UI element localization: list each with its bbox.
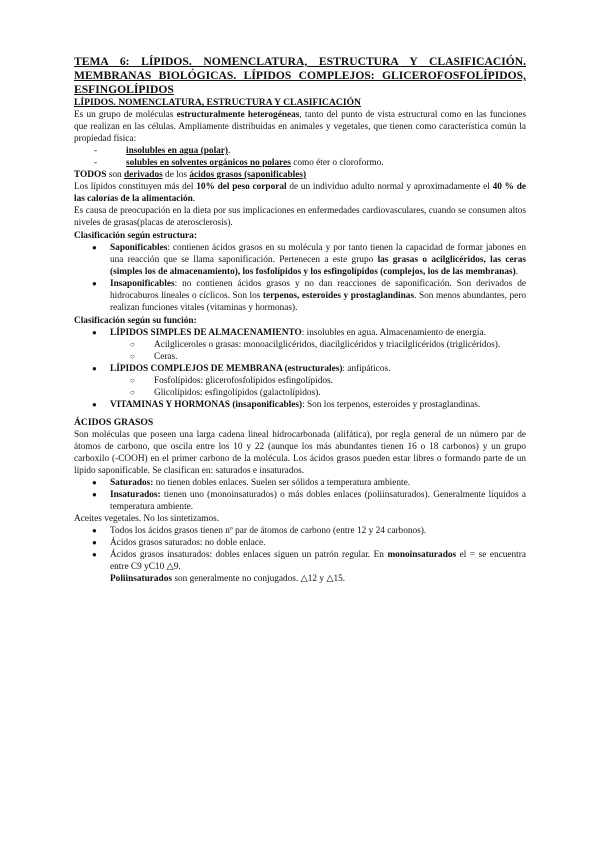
body-paragraph: Los lípidos constituyen más del 10% del peso corporal de un individuo adulto normal y aproximadamente el 40 % de las calorías de la alimentación. <box>74 182 526 204</box>
body-paragraph: Poliinsaturados son generalmente no conjugados. △12 y △15. <box>110 574 346 584</box>
list-item: ○ Ceras. <box>130 351 526 363</box>
body-paragraph: Es causa de preocupación en la dieta por sus implicaciones en enfermedades cardiovasculares, cuando se consumen altos niveles de grasas(placas de aterosclerosis). <box>74 206 526 228</box>
function-heading: Clasificación según su función: <box>74 316 197 326</box>
list-item: ○ Fosfolípidos: glicerofosfolípidos esfingolípidos. <box>130 375 526 387</box>
fatty-acid-type-list <box>92 477 526 513</box>
list-item: ● Insaturados: tienen uno (monoinsaturados) o más dobles enlaces (poliinsaturados). Generalmente líquidos a temperatura ambiente. <box>92 489 526 513</box>
sublist <box>130 339 526 363</box>
list-item: ○ Glicolípidos: esfingolípidos (galactolípidos). <box>130 387 526 399</box>
list-item: ○ Acilgliceroles o grasas: monoacilglicéridos, diacilglicéridos y triacilglicéridos (triglicéridos). <box>130 339 526 351</box>
list-item: - insolubles en agua (polar). <box>94 145 526 157</box>
list-item: ● VITAMINAS Y HORMONAS (insaponificables): Son los terpenos, esteroides y prostaglandinas. <box>92 399 526 411</box>
document-page <box>74 55 526 585</box>
list-item: - solubles en solventes orgánicos no polares como éter o cloroformo. <box>94 157 526 169</box>
property-list <box>94 145 526 169</box>
section-heading-lipidos: LÍPIDOS. NOMENCLATURA, ESTRUCTURA Y CLASIFICACIÓN <box>74 97 361 108</box>
list-item: ● LÍPIDOS SIMPLES DE ALMACENAMIENTO: insolubles en agua. Almacenamiento de energía. ○ Acilgliceroles o grasas: monoacilglicéridos, diacilglicéridos y triacilglicéridos (triglicéridos). ○ Ceras. <box>92 327 526 363</box>
list-item: ● Ácidos grasos insaturados: dobles enlaces siguen un patrón regular. En monoinsaturados el = se encuentra entre C9 yC10 △9. <box>92 549 526 573</box>
function-list <box>92 327 526 411</box>
intro-paragraph: Es un grupo de moléculas estructuralmente heterogéneas, tanto del punto de vista estructural como en las funciones que realizan en las células. Ampliamente distribuidas en animales y vegetales, que tienen como característica común la propiedad física: <box>74 110 526 144</box>
fatty-acid-notes-list <box>92 525 526 573</box>
body-paragraph: Son moléculas que poseen una larga cadena lineal hidrocarbonada (alifática), por regla general de un número par de átomos de carbono, que oscila entre los 10 y 22 (aunque los más abundantes tienen 16 o 18 carbonos) y un grupo carboxilo (-COOH) en el primer carbono de la molécula. Los ácidos grasos pueden estar libres o formando parte de un lípido saponificable. Se clasifican en: saturados e insaturados. <box>74 430 526 476</box>
todos-paragraph: TODOS son derivados de los ácidos grasos (saponificables) <box>74 170 307 180</box>
list-item: ● Saturados: no tienen dobles enlaces. Suelen ser sólidos a temperatura ambiente. <box>92 477 526 489</box>
structure-heading: Clasificación según estructura: <box>74 231 197 241</box>
list-item: ● Saponificables: contienen ácidos grasos en su molécula y por tanto tienen la capacidad de formar jabones en una reacción que se llama saponificación. Pertenecen a este grupo las grasas o acilglicéridos, las ceras (simples los de almacenamiento), los fosfolípidos y los esfingolípidos (complejos, los de las membranas). <box>92 242 526 278</box>
body-paragraph: Aceites vegetales. No los sintetizamos. <box>74 514 220 524</box>
structure-list <box>92 242 526 314</box>
list-item: ● Todos los ácidos grasos tienen nº par de átomos de carbono (entre 12 y 24 carbonos). <box>92 525 526 537</box>
sublist <box>130 375 526 399</box>
document-title: TEMA 6: LÍPIDOS. NOMENCLATURA, ESTRUCTURA Y CLASIFICACIÓN. MEMBRANAS BIOLÓGICAS. LÍPIDOS COMPLEJOS: GLICEROFOSFOLÍPIDOS, ESFINGOLÍPIDOS <box>74 55 526 96</box>
list-item: ● Insaponificables: no contienen ácidos grasos y no dan reacciones de saponificación. Son derivados de hidrocaburos lineales o cíclicos. Son los terpenos, esteroides y prostaglandinas. Son menos abundantes, pero realizan funciones vitales (vitaminas y hormonas). <box>92 278 526 314</box>
list-item: ● Ácidos grasos saturados: no doble enlace. <box>92 537 526 549</box>
section-heading-acidos-grasos: ÁCIDOS GRASOS <box>74 417 154 428</box>
list-item: ● LÍPIDOS COMPLEJOS DE MEMBRANA (estructurales): anfipáticos. ○ Fosfolípidos: glicerofosfolípidos esfingolípidos. ○ Glicolípidos: esfingolípidos (galactolípidos). <box>92 363 526 399</box>
